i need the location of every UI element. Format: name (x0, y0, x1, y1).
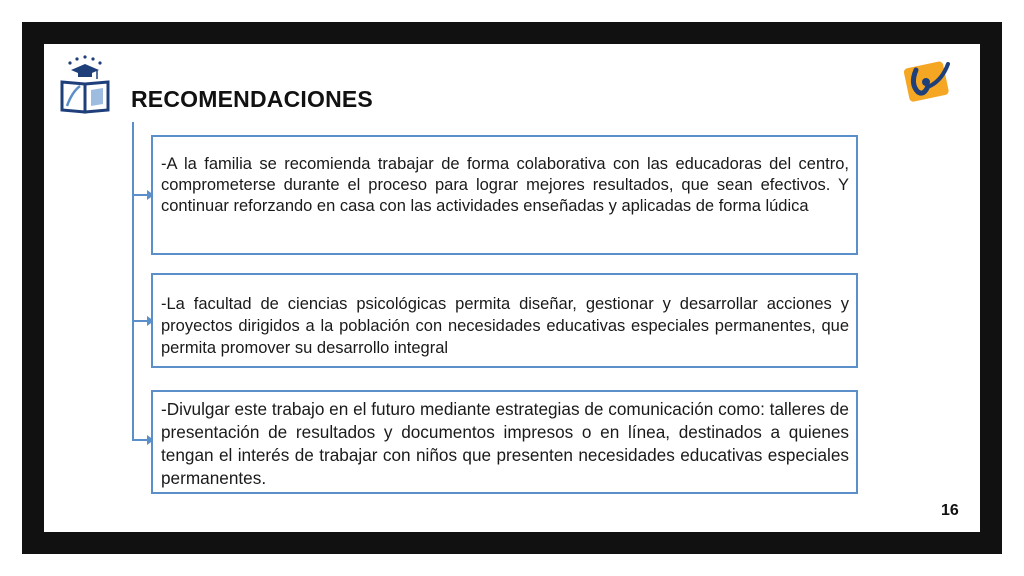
connector-line (132, 122, 134, 441)
connector-arrow (133, 320, 148, 322)
recommendation-box: -A la familia se recomienda trabajar de forma colaborativa con las educadoras del centro, comprometerse durante el proceso para lograr mejores resultados, que sean efectivos. Y continuar reforzando en casa con las actividades enseñadas y aplicadas de forma lúdica (151, 135, 858, 255)
connector-arrow (133, 194, 148, 196)
connector-arrow (133, 439, 148, 441)
slide-title: RECOMENDACIONES (131, 86, 373, 112)
recommendation-box: -Divulgar este trabajo en el futuro mediante estrategias de comunicación como: talleres de presentación de resultados y documentos impresos o en línea, destinados a quienes tengan el interés de trabajar con niños que presenten necesidades educativas especiales permanentes. (151, 390, 858, 494)
page-number: 16 (941, 502, 959, 519)
recommendation-box: -La facultad de ciencias psicológicas permita diseñar, gestionar y desarrollar acciones y proyectos dirigidos a la población con necesidades educativas especiales permanentes, que permita promover su desarrollo integral (151, 273, 858, 368)
faculty-logo-icon (900, 56, 958, 104)
university-book-logo-icon (58, 52, 114, 114)
